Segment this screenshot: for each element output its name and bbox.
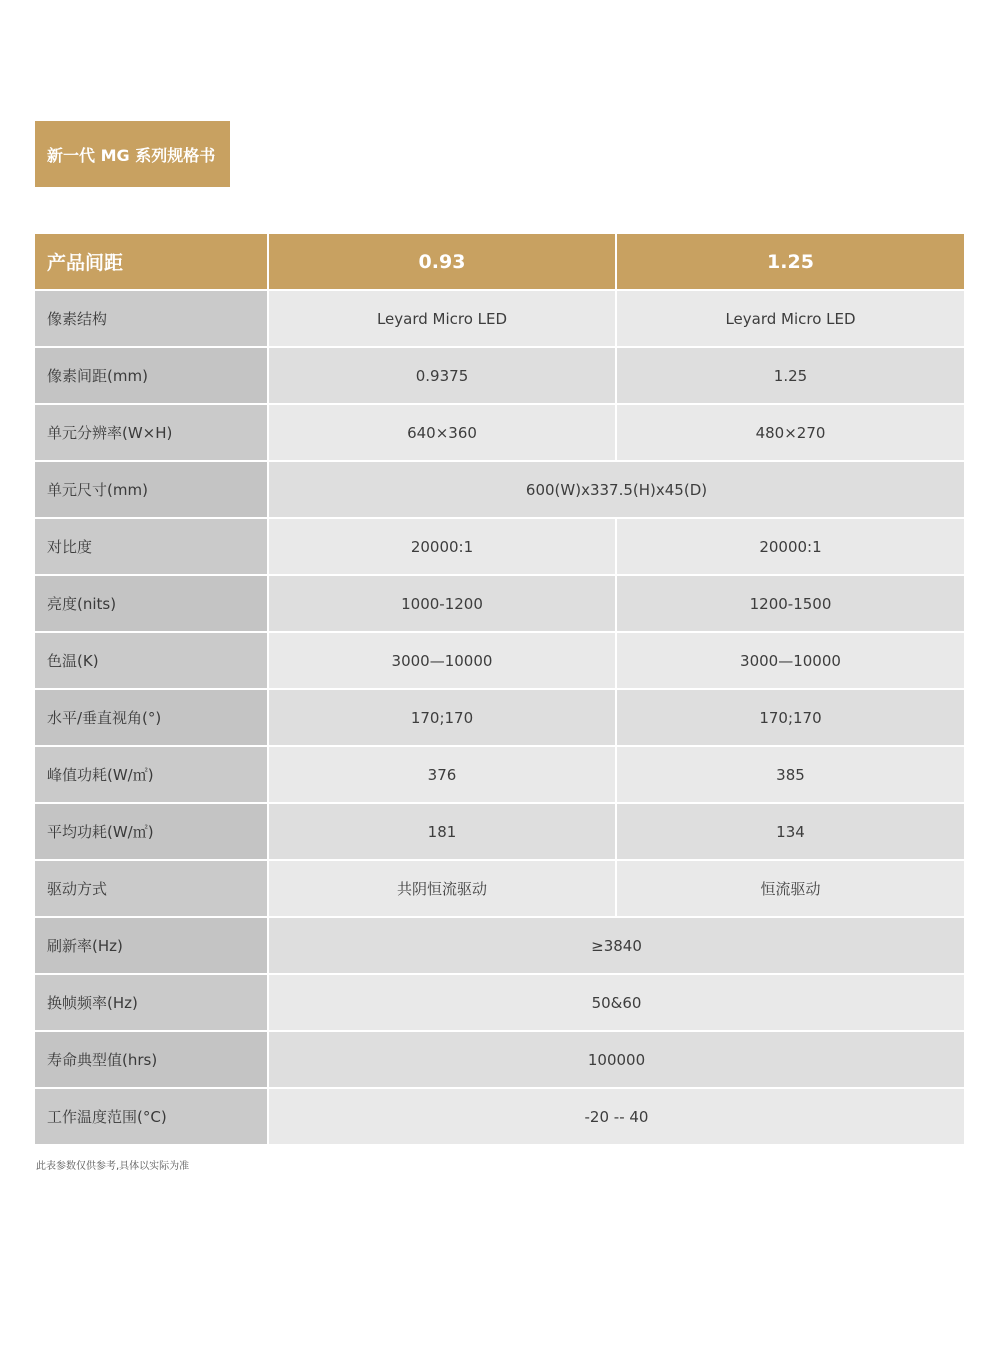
row-label: 峰值功耗(W/㎡) — [35, 746, 268, 803]
row-value-col2: 385 — [616, 746, 965, 803]
table-row — [35, 1031, 965, 1088]
row-value-col1: 共阴恒流驱动 — [268, 860, 616, 917]
row-value-col1: 1000-1200 — [268, 575, 616, 632]
row-value-col1: 20000:1 — [268, 518, 616, 575]
row-value-col2: 恒流驱动 — [616, 860, 965, 917]
table-row — [35, 689, 965, 746]
header-col2: 1.25 — [616, 234, 965, 290]
row-value-col1: Leyard Micro LED — [268, 290, 616, 347]
row-label: 像素间距(mm) — [35, 347, 268, 404]
header-label: 产品间距 — [35, 234, 268, 290]
row-value-col1: 376 — [268, 746, 616, 803]
row-label: 工作温度范围(°C) — [35, 1088, 268, 1145]
row-value-col2: 170;170 — [616, 689, 965, 746]
row-label: 水平/垂直视角(°) — [35, 689, 268, 746]
row-value-merged: 100000 — [268, 1031, 965, 1088]
row-label: 驱动方式 — [35, 860, 268, 917]
row-value-col2: 1.25 — [616, 347, 965, 404]
table-row — [35, 746, 965, 803]
spec-table — [35, 234, 966, 1146]
row-label: 对比度 — [35, 518, 268, 575]
table-row — [35, 974, 965, 1031]
row-label: 像素结构 — [35, 290, 268, 347]
row-value-col1: 181 — [268, 803, 616, 860]
row-value-merged: -20 -- 40 — [268, 1088, 965, 1145]
row-value-col1: 640×360 — [268, 404, 616, 461]
row-label: 换帧频率(Hz) — [35, 974, 268, 1031]
row-value-col2: Leyard Micro LED — [616, 290, 965, 347]
row-label: 亮度(nits) — [35, 575, 268, 632]
row-value-merged: 600(W)x337.5(H)x45(D) — [268, 461, 965, 518]
document-title: 新一代 MG 系列规格书 — [35, 121, 230, 187]
row-value-col1: 0.9375 — [268, 347, 616, 404]
row-value-merged: 50&60 — [268, 974, 965, 1031]
row-value-col2: 20000:1 — [616, 518, 965, 575]
table-row — [35, 575, 965, 632]
header-col1: 0.93 — [268, 234, 616, 290]
table-row — [35, 347, 965, 404]
table-row — [35, 404, 965, 461]
row-value-col2: 1200-1500 — [616, 575, 965, 632]
row-label: 刷新率(Hz) — [35, 917, 268, 974]
table-row — [35, 290, 965, 347]
row-label: 寿命典型值(hrs) — [35, 1031, 268, 1088]
row-label: 单元尺寸(mm) — [35, 461, 268, 518]
row-label: 单元分辨率(W×H) — [35, 404, 268, 461]
row-value-merged: ≥3840 — [268, 917, 965, 974]
row-value-col2: 480×270 — [616, 404, 965, 461]
row-label: 色温(K) — [35, 632, 268, 689]
row-value-col2: 3000—10000 — [616, 632, 965, 689]
table-row — [35, 632, 965, 689]
table-row — [35, 518, 965, 575]
table-header-row — [35, 234, 965, 290]
row-value-col1: 3000—10000 — [268, 632, 616, 689]
row-value-col1: 170;170 — [268, 689, 616, 746]
row-label: 平均功耗(W/㎡) — [35, 803, 268, 860]
footnote: 此表参数仅供参考,具体以实际为准 — [36, 1161, 190, 1172]
table-row — [35, 1088, 965, 1145]
table-row — [35, 803, 965, 860]
row-value-col2: 134 — [616, 803, 965, 860]
table-row — [35, 917, 965, 974]
table-row — [35, 860, 965, 917]
table-row — [35, 461, 965, 518]
